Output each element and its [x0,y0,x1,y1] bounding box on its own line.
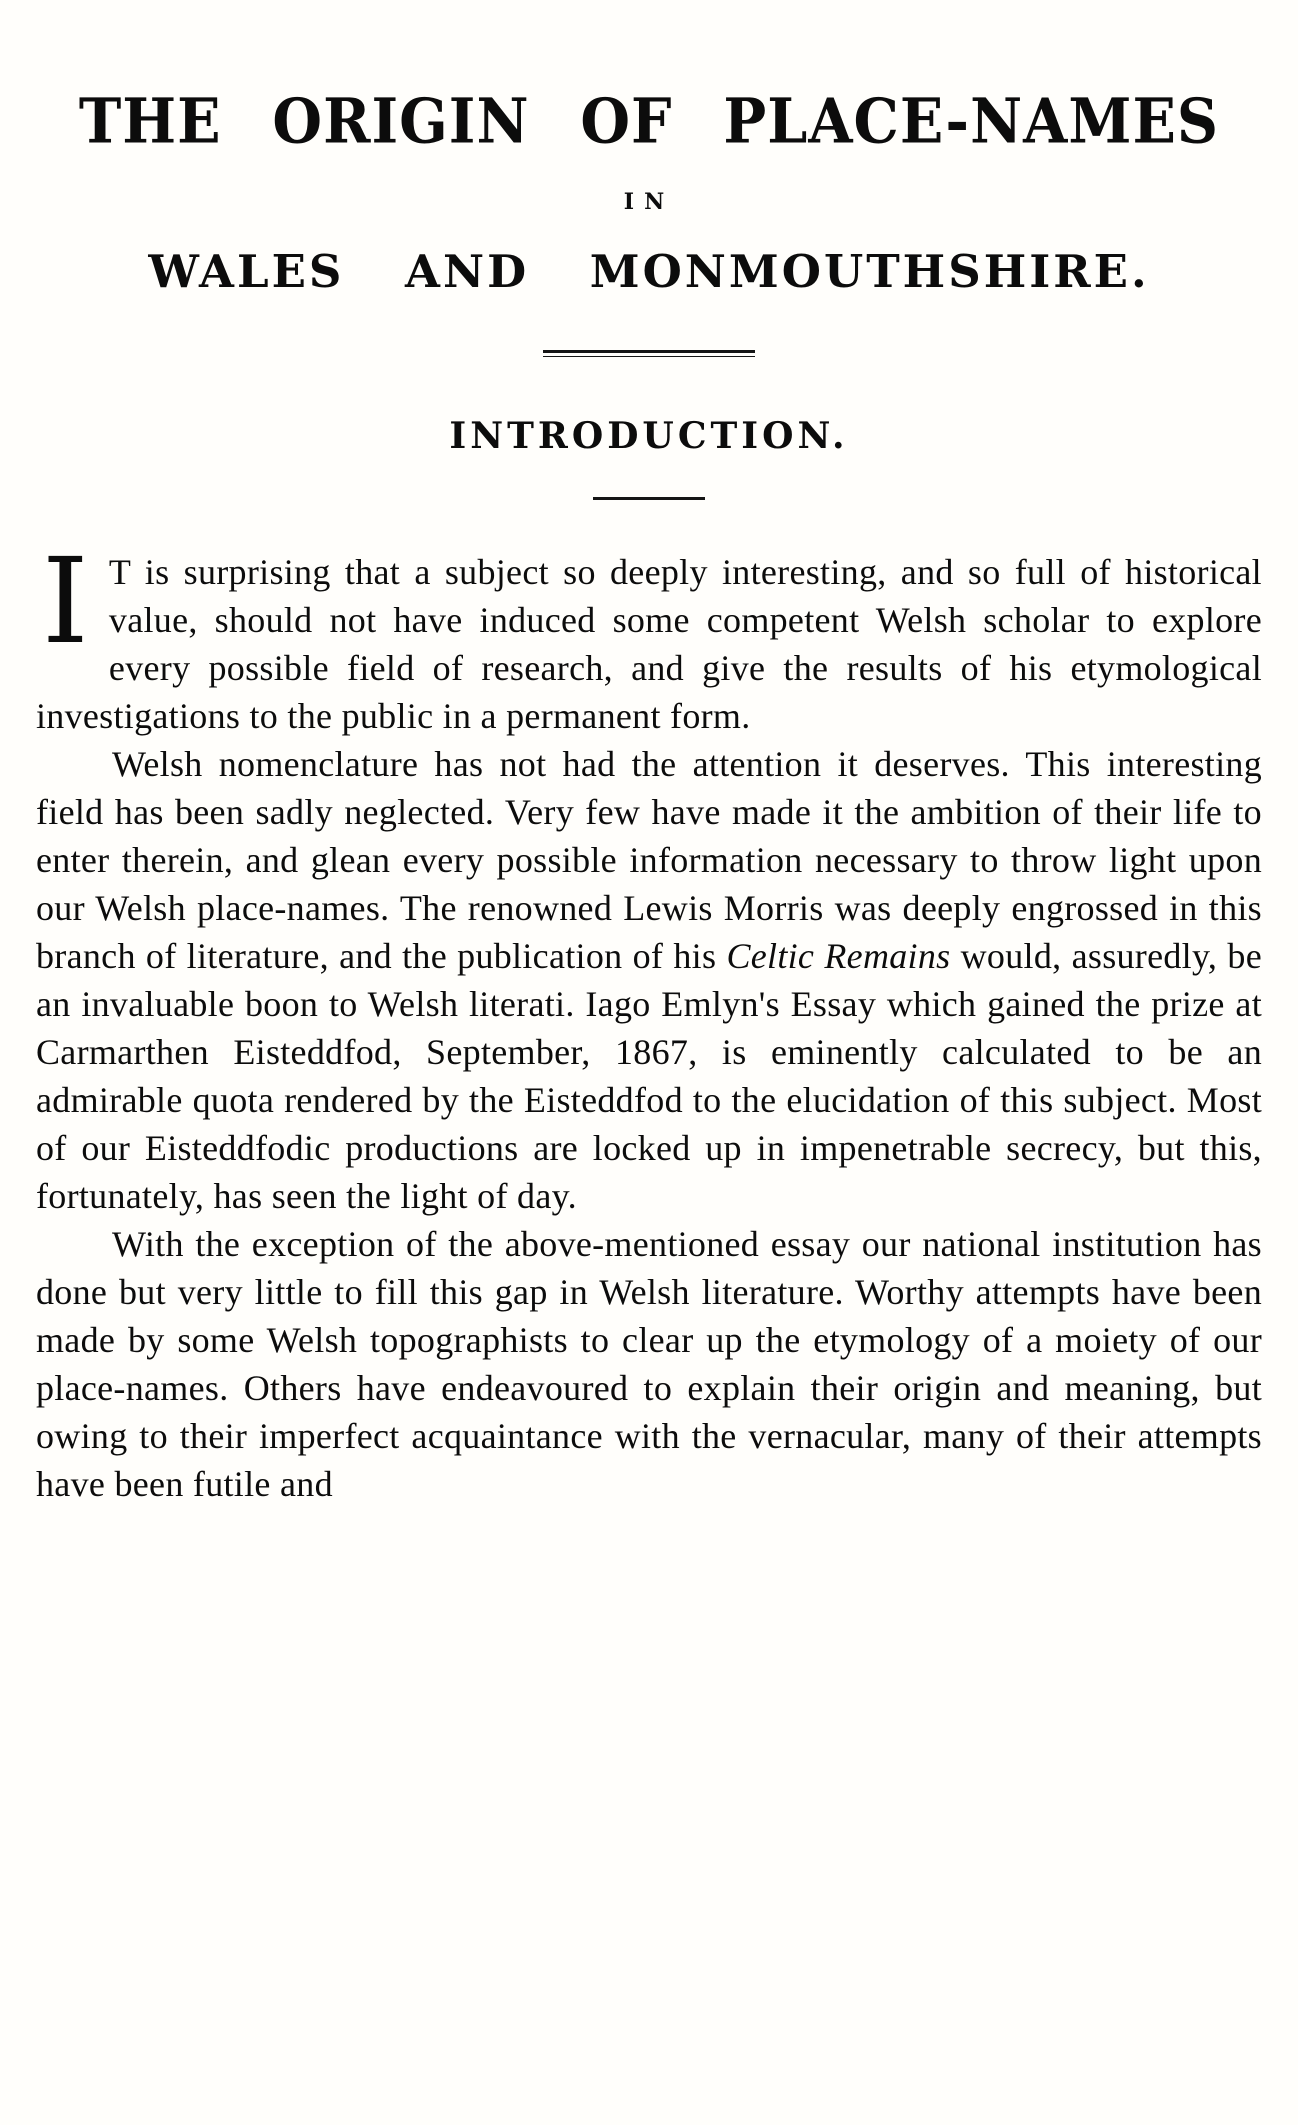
paragraph-1 [36,532,1262,740]
double-rule-divider [543,350,755,357]
paragraph-2-text-a: Welsh nomenclature has not had the attention it deserves. This interesting field has been sadly neglected. Very few have made it the ambition of their life to enter therein, and glean every possible information necessary to throw light upon our Welsh place-names. The renowned Lewis Morris was deeply engrossed in this branch of literature, and the publication of his [36,744,1262,976]
book-title-celtic-remains: Celtic Remains [726,936,951,976]
title-connector: IN [623,189,675,215]
page-title: THE ORIGIN OF PLACE-NAMES [78,85,1220,158]
paragraph-3 [36,1220,1262,1508]
paragraph-2-text-b: would, assuredly, be an invaluable boon to Welsh literati. Iago Emlyn's Essay which gained the prize at Carmarthen Eisteddfod, September, 1867, is eminently calculated to be an admirable quota rendered by the Eisteddfod to the elucidation of this subject. Most of our Eisteddfodic productions are locked up in impenetrable secrecy, but this, fortunately, has seen the light of day. [36,936,1262,1216]
paragraph-2 [36,740,1262,1220]
paragraph-3-text: With the exception of the above-mentioned essay our national institution has done but very little to fill this gap in Welsh literature. Worthy attempts have been made by some Welsh topographists to clear up the etymology of a moiety of our place-names. Others have endeavoured to explain their origin and meaning, but owing to their imperfect acquaintance with the vernacular, many of their attempts have been futile and [36,1224,1262,1504]
section-heading: INTRODUCTION. [449,415,849,457]
paragraph-1-text: T is surprising that a subject so deeply interesting, and so full of historical value, should not have induced some competent Welsh scholar to explore every possible field of research, and give the results of his etymological investigations to the public in a permanent form. [36,552,1262,736]
short-rule-divider [593,497,705,500]
drop-cap-initial: I [42,532,89,670]
page-subtitle: WALES AND MONMOUTHSHIRE. [148,245,1150,298]
body-text [36,532,1262,1508]
